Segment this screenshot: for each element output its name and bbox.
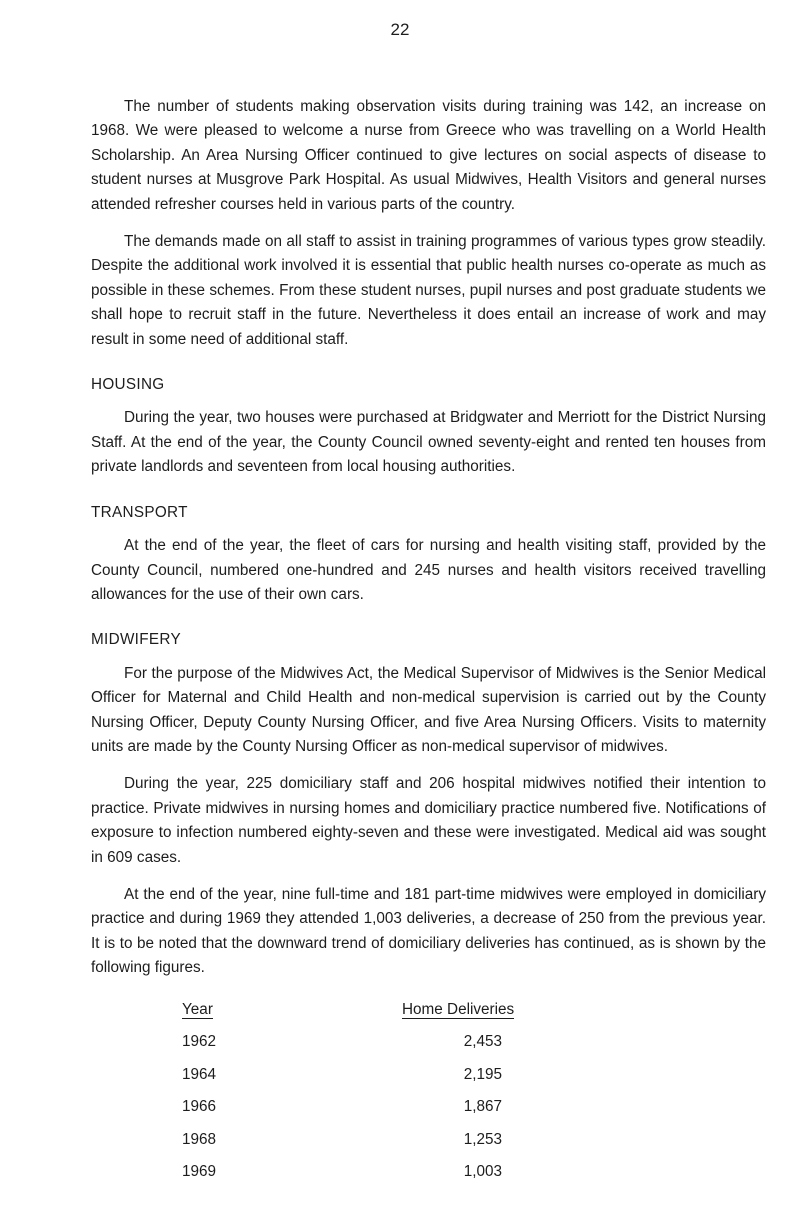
midwifery-paragraph-2: During the year, 225 domiciliary staff and 206 hospital midwives notified their intention to practice. Private midwives in nursing homes and domiciliary practice numbered five. Notifications of exposure to infection numbered eighty-seven and these were investigated. Medical aid was sought in 609 cases.	[91, 775, 766, 866]
housing-paragraph: During the year, two houses were purchased at Bridgwater and Merriott for the District Nursing Staff. At the end of the year, the County Council owned seventy-eight and rented ten houses from private landlords and seventeen from local housing authorities.	[91, 409, 766, 476]
deliveries-cell: 1,253	[463, 1130, 502, 1148]
table-row	[182, 1026, 562, 1059]
housing-heading: HOUSING	[91, 376, 165, 394]
deliveries-cell: 2,453	[463, 1033, 502, 1051]
deliveries-cell: 1,003	[463, 1163, 502, 1181]
year-cell: 1966	[182, 1098, 217, 1116]
table-header-row	[182, 994, 562, 1027]
table-row	[182, 1156, 562, 1189]
deliveries-cell: 1,867	[463, 1098, 502, 1116]
year-cell: 1962	[182, 1033, 217, 1051]
midwifery-paragraph-1: For the purpose of the Midwives Act, the Medical Supervisor of Midwives is the Senior Medical Officer for Maternal and Child Health and non-medical supervision is carried out by the County Nursing Officer, Deputy County Nursing Officer, and five Area Nursing Officers. Visits to maternity units are made by the County Nursing Officer as non-medical supervisor of midwives.	[91, 664, 766, 755]
year-cell: 1969	[182, 1163, 217, 1181]
home-deliveries-table	[182, 994, 562, 1189]
midwifery-paragraph-3: At the end of the year, nine full-time and 181 part-time midwives were employed in domiciliary practice and during 1969 they attended 1,003 deliveries, a decrease of 250 from the previous year. It is to be noted that the downward trend of domiciliary deliveries has continued, as is shown by the following figures.	[91, 885, 766, 977]
deliveries-column-header: Home Deliveries	[402, 1000, 515, 1018]
table-row	[182, 1124, 562, 1157]
year-column-header: Year	[182, 1000, 213, 1018]
midwifery-heading: MIDWIFERY	[91, 631, 181, 649]
intro-paragraph-1: The number of students making observation visits during training was 142, an increase on 1968. We were pleased to welcome a nurse from Greece who was travelling on a World Health Scholarship. An Area Nursing Officer continued to give lectures on social aspects of disease to student nurses at Musgrove Park Hospital. As usual Midwives, Health Visitors and general nurses attended refresher courses held in various parts of the country.	[91, 98, 766, 213]
transport-heading: TRANSPORT	[91, 503, 188, 521]
page-body	[91, 95, 766, 1189]
page-number: 22	[390, 20, 410, 39]
table-row	[182, 1059, 562, 1092]
year-cell: 1968	[182, 1130, 217, 1148]
table-row	[182, 1091, 562, 1124]
transport-paragraph: At the end of the year, the fleet of cars for nursing and health visiting staff, provided by the County Council, numbered one-hundred and 245 nurses and health visitors received travelling allowances for the use of their own cars.	[91, 537, 766, 603]
year-cell: 1964	[182, 1065, 217, 1083]
intro-paragraph-2: The demands made on all staff to assist in training programmes of various types grow steadily. Despite the additional work involved it is essential that public health nurses co-operate as much as possible in these schemes. From these student nurses, pupil nurses and post graduate students we shall hope to recruit staff in the future. Nevertheless it does entail an increase of work and may result in some need of additional staff.	[91, 233, 766, 348]
deliveries-cell: 2,195	[463, 1065, 502, 1083]
